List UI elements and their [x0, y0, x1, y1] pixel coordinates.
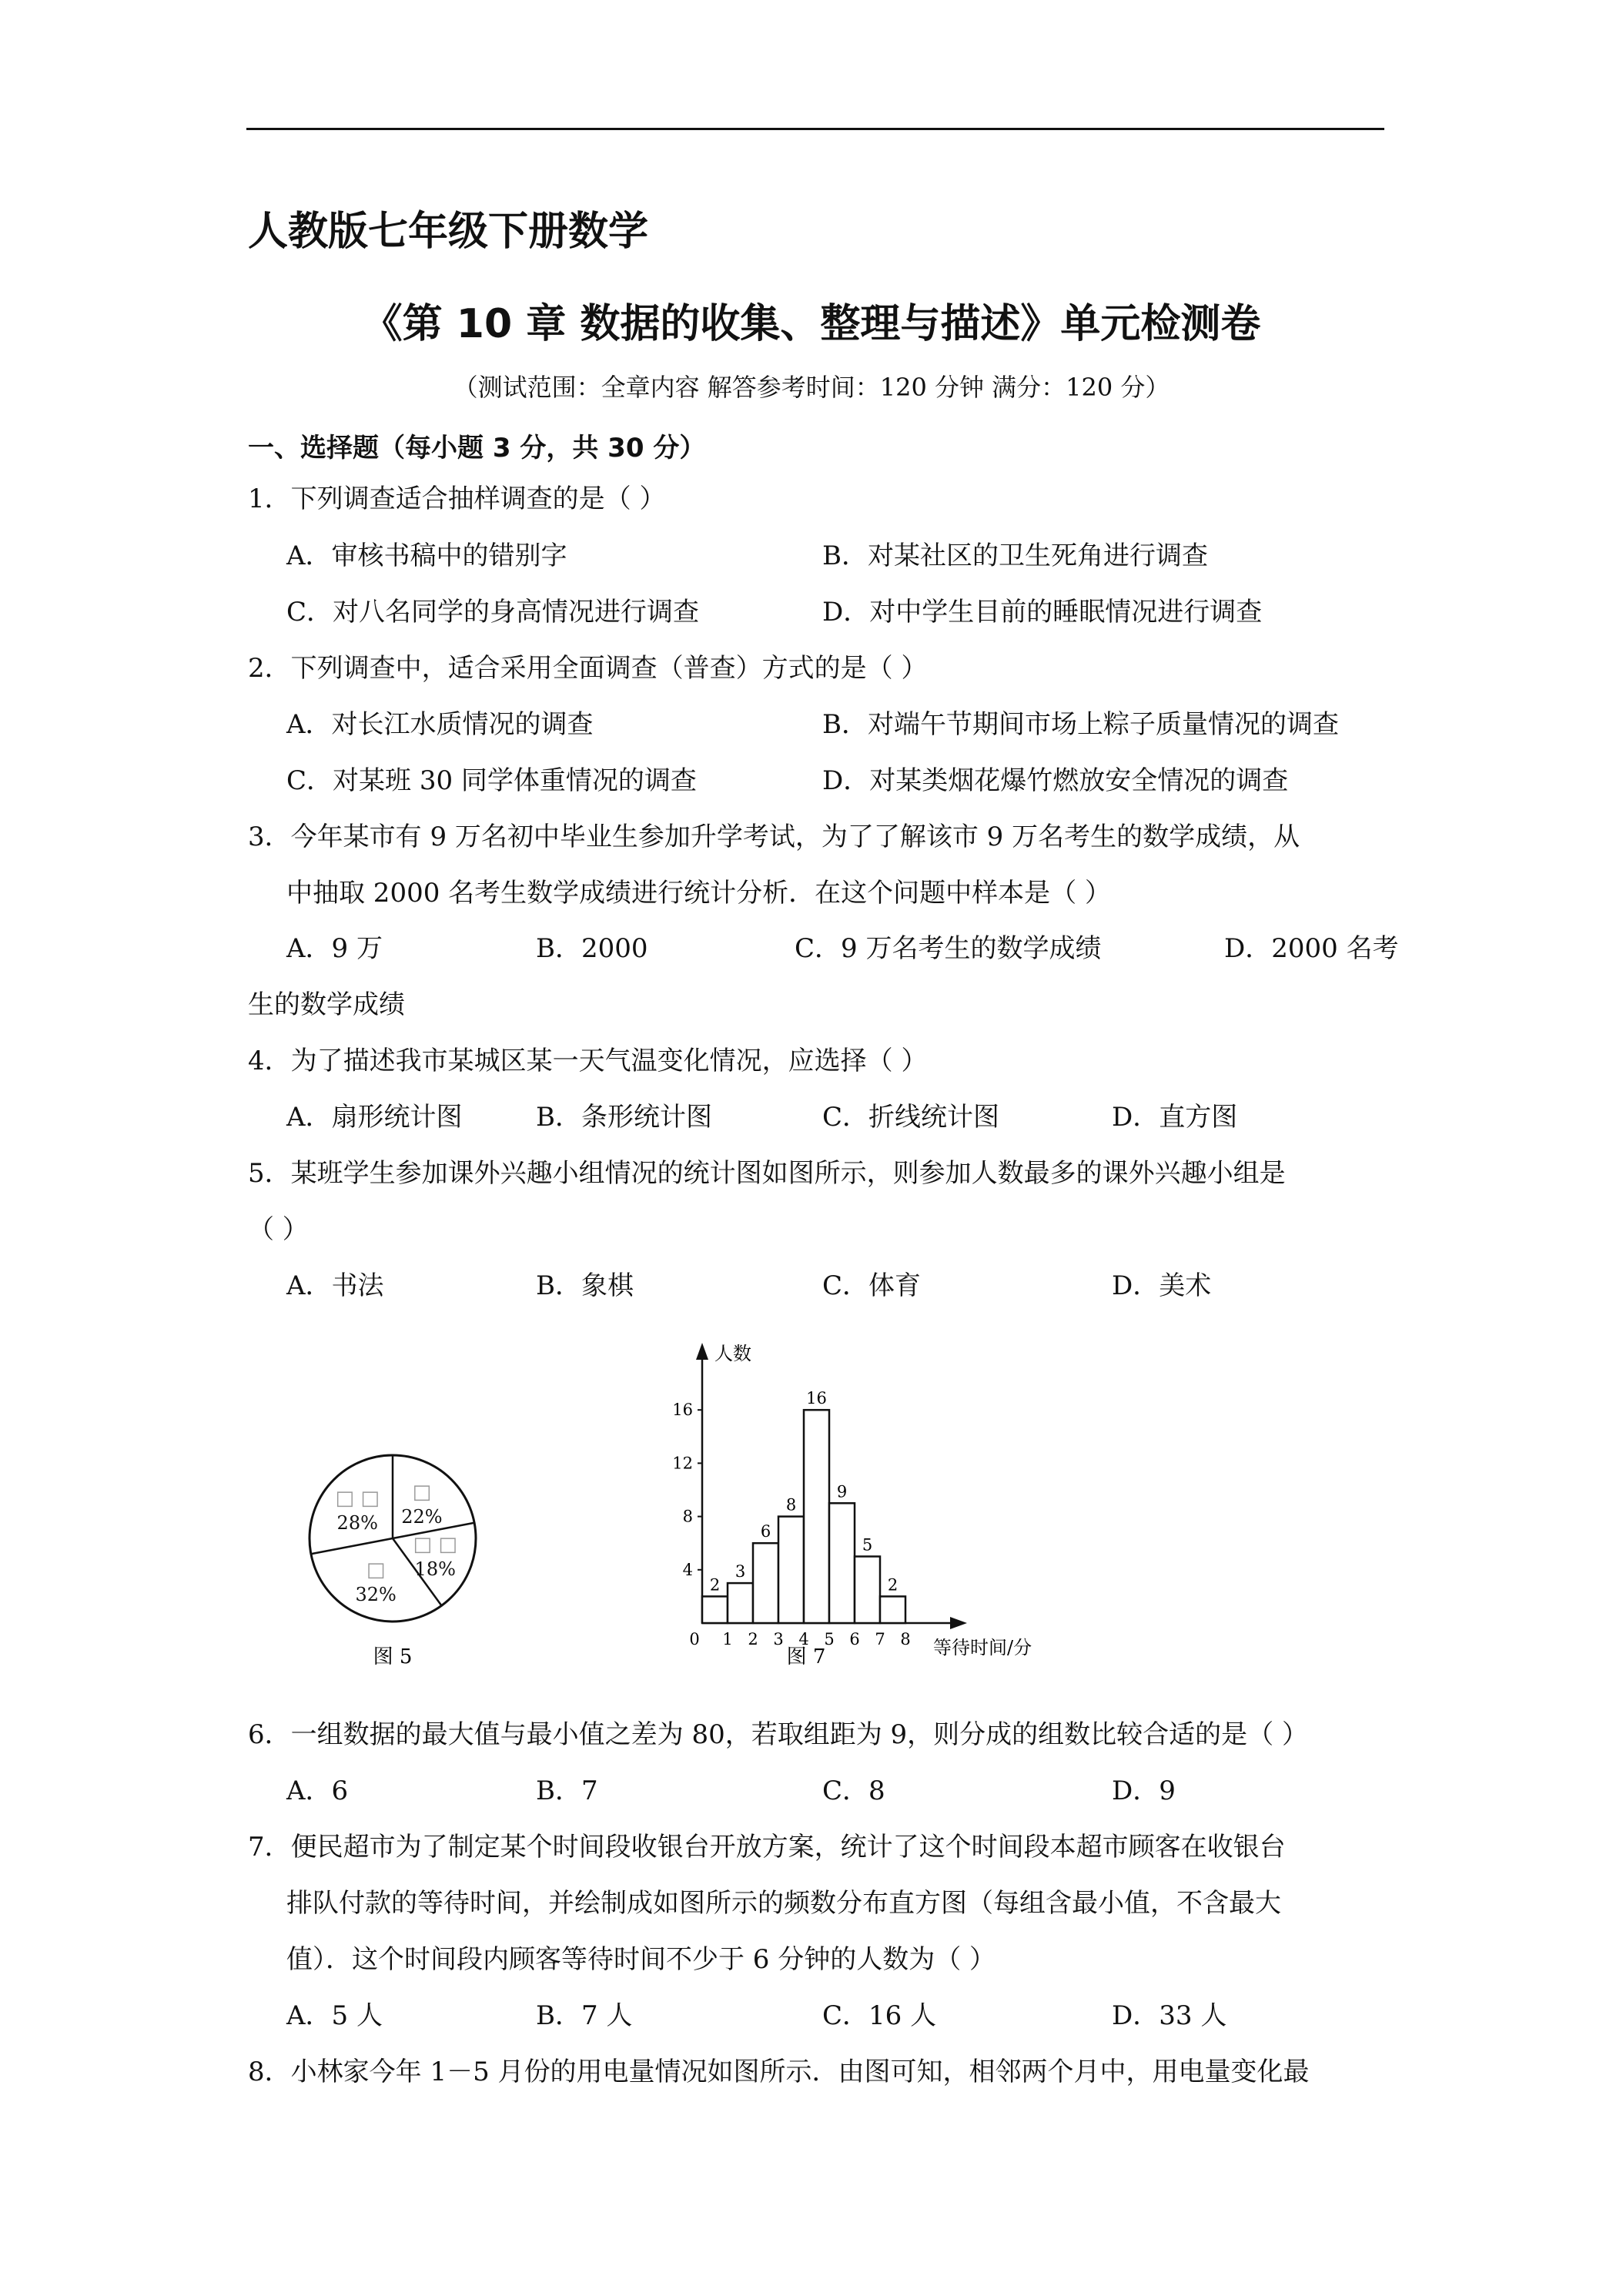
- question-5-line-1: 5．某班学生参加课外兴趣小组情况的统计图如图所示，则参加人数最多的课外兴趣小组是: [248, 1158, 1286, 1189]
- x-tick-label: 7: [875, 1630, 885, 1648]
- x-axis-label: 等待时间/分: [933, 1637, 1032, 1658]
- question-7-line-1: 7．便民超市为了制定某个时间段收银台开放方案，统计了这个时间段本超市顾客在收银台: [248, 1832, 1286, 1863]
- doc-title: 人教版七年级下册数学: [248, 209, 649, 255]
- y-tick-label: 8: [682, 1507, 693, 1526]
- question-7-line-3: 值）．这个时间段内顾客等待时间不少于 6 分钟的人数为（ ）: [286, 1944, 996, 1975]
- x-tick-label: 0: [689, 1630, 700, 1648]
- question-1: 1．下列调查适合抽样调查的是（ ）: [248, 484, 666, 514]
- bar-value-label: 5: [862, 1535, 873, 1555]
- q1-option-c: C．对八名同学的身高情况进行调查: [286, 597, 700, 628]
- bar-value-label: 16: [806, 1389, 827, 1408]
- q4-option-d: D．直方图: [1112, 1102, 1238, 1133]
- bar-value-label: 8: [785, 1495, 797, 1514]
- question-8: 8．小林家今年 1－5 月份的用电量情况如图所示．由图可知，相邻两个月中，用电量变化最: [248, 2057, 1310, 2087]
- q2-option-a: A．对长江水质情况的调查: [286, 709, 594, 740]
- y-axis-arrow: [696, 1343, 708, 1360]
- q6-option-d: D．9: [1112, 1776, 1176, 1806]
- q7-option-b: B．7 人: [536, 2000, 633, 2031]
- bar-value-label: 3: [735, 1562, 746, 1581]
- y-tick-label: 16: [672, 1401, 693, 1420]
- y-tick-label: 12: [672, 1454, 693, 1473]
- figures-area: [0, 1332, 1623, 1686]
- q7-option-a: A．5 人: [286, 2000, 383, 2031]
- q3-option-a: A．9 万: [286, 933, 383, 964]
- q3-option-b: B．2000: [536, 933, 648, 964]
- x-tick-label: 6: [849, 1630, 860, 1648]
- question-4: 4．为了描述我市某城区某一天气温变化情况，应选择（ ）: [248, 1046, 928, 1076]
- histogram-bar: [728, 1583, 753, 1623]
- q1-option-a: A．审核书稿中的错别字: [286, 541, 567, 571]
- x-axis-arrow: [950, 1617, 967, 1629]
- x-tick-label: 2: [748, 1630, 758, 1648]
- doc-subtitle: 《第 10 章 数据的收集、整理与描述》单元检测卷: [362, 301, 1261, 347]
- y-axis-label: 人数: [714, 1343, 751, 1364]
- question-3-line-1: 3．今年某市有 9 万名初中毕业生参加升学考试，为了了解该市 9 万名考生的数学成绩，从: [248, 822, 1300, 852]
- q4-option-b: B．条形统计图: [536, 1102, 712, 1133]
- q2-option-c: C．对某班 30 同学体重情况的调查: [286, 765, 697, 796]
- q6-option-a: A．6: [286, 1776, 349, 1806]
- histogram-bar: [778, 1517, 804, 1623]
- q3-option-c: C．9 万名考生的数学成绩: [795, 933, 1102, 964]
- pie-slice-label: □: [412, 1481, 432, 1504]
- bar-value-label: 6: [760, 1522, 771, 1541]
- test-info: （测试范围：全章内容 解答参考时间：120 分钟 满分：120 分）: [453, 373, 1170, 402]
- header-rule: [246, 128, 1384, 130]
- histogram-caption: 图 7: [786, 1645, 826, 1668]
- q7-option-d: D．33 人: [1112, 2000, 1227, 2031]
- q4-option-c: C．折线统计图: [822, 1102, 1000, 1133]
- pie-slice-percent: 18%: [414, 1558, 456, 1580]
- q1-option-b: B．对某社区的卫生死角进行调查: [822, 541, 1208, 571]
- pie-caption: 图 5: [373, 1645, 413, 1668]
- q2-option-d: D．对某类烟花爆竹燃放安全情况的调查: [822, 765, 1289, 796]
- pie-slice-percent: 28%: [336, 1512, 378, 1535]
- x-tick-label: 1: [722, 1630, 733, 1648]
- section-heading: 一、选择题（每小题 3 分，共 30 分）: [248, 433, 706, 464]
- q7-option-c: C．16 人: [822, 2000, 937, 2031]
- histogram-bar: [804, 1410, 829, 1623]
- histogram-chart: [672, 1343, 1032, 1658]
- histogram-bar: [702, 1596, 728, 1623]
- bar-value-label: 9: [836, 1482, 848, 1501]
- q5-option-c: C．体育: [822, 1270, 922, 1301]
- x-tick-label: 4: [798, 1630, 809, 1648]
- pie-slice-percent: 22%: [401, 1506, 443, 1528]
- q3-option-d-wrap: 生的数学成绩: [248, 989, 405, 1020]
- q5-option-a: A．书法: [286, 1270, 384, 1301]
- x-tick-label: 8: [900, 1630, 911, 1648]
- q4-option-a: A．扇形统计图: [286, 1102, 463, 1133]
- pie-slice-label: □ □: [413, 1532, 457, 1556]
- pie-chart: [310, 1455, 476, 1622]
- x-tick-label: 3: [773, 1630, 784, 1648]
- q6-option-b: B．7: [536, 1776, 598, 1806]
- q5-option-b: B．象棋: [536, 1270, 634, 1301]
- histogram-bar: [829, 1503, 855, 1623]
- pie-slice-divider: [311, 1538, 393, 1554]
- y-tick-label: 4: [682, 1560, 693, 1579]
- pie-slice-label: □ □: [335, 1487, 380, 1511]
- q2-option-b: B．对端午节期间市场上粽子质量情况的调查: [822, 709, 1339, 740]
- question-2: 2．下列调查中，适合采用全面调查（普查）方式的是（ ）: [248, 653, 928, 684]
- pie-slice-percent: 32%: [355, 1584, 397, 1606]
- pie-slice-label: □: [366, 1558, 386, 1582]
- bar-value-label: 2: [887, 1575, 899, 1595]
- x-tick-label: 5: [824, 1630, 835, 1648]
- question-3-line-2: 中抽取 2000 名考生数学成绩进行统计分析．在这个问题中样本是（ ）: [286, 878, 1111, 909]
- histogram-bar: [855, 1557, 880, 1624]
- question-6: 6．一组数据的最大值与最小值之差为 80，若取组距为 9，则分成的组数比较合适的是（ ）: [248, 1719, 1308, 1750]
- q6-option-c: C．8: [822, 1776, 885, 1806]
- histogram-bar: [753, 1543, 778, 1623]
- q3-option-d: D．2000 名考: [1224, 933, 1399, 964]
- q1-option-d: D．对中学生目前的睡眠情况进行调查: [822, 597, 1263, 628]
- bar-value-label: 2: [709, 1575, 721, 1595]
- q5-option-d: D．美术: [1112, 1270, 1212, 1301]
- histogram-bar: [880, 1596, 905, 1623]
- question-7-line-2: 排队付款的等待时间，并绘制成如图所示的频数分布直方图（每组含最小值，不含最大: [286, 1888, 1281, 1919]
- question-5-line-2: （ ）: [248, 1214, 309, 1245]
